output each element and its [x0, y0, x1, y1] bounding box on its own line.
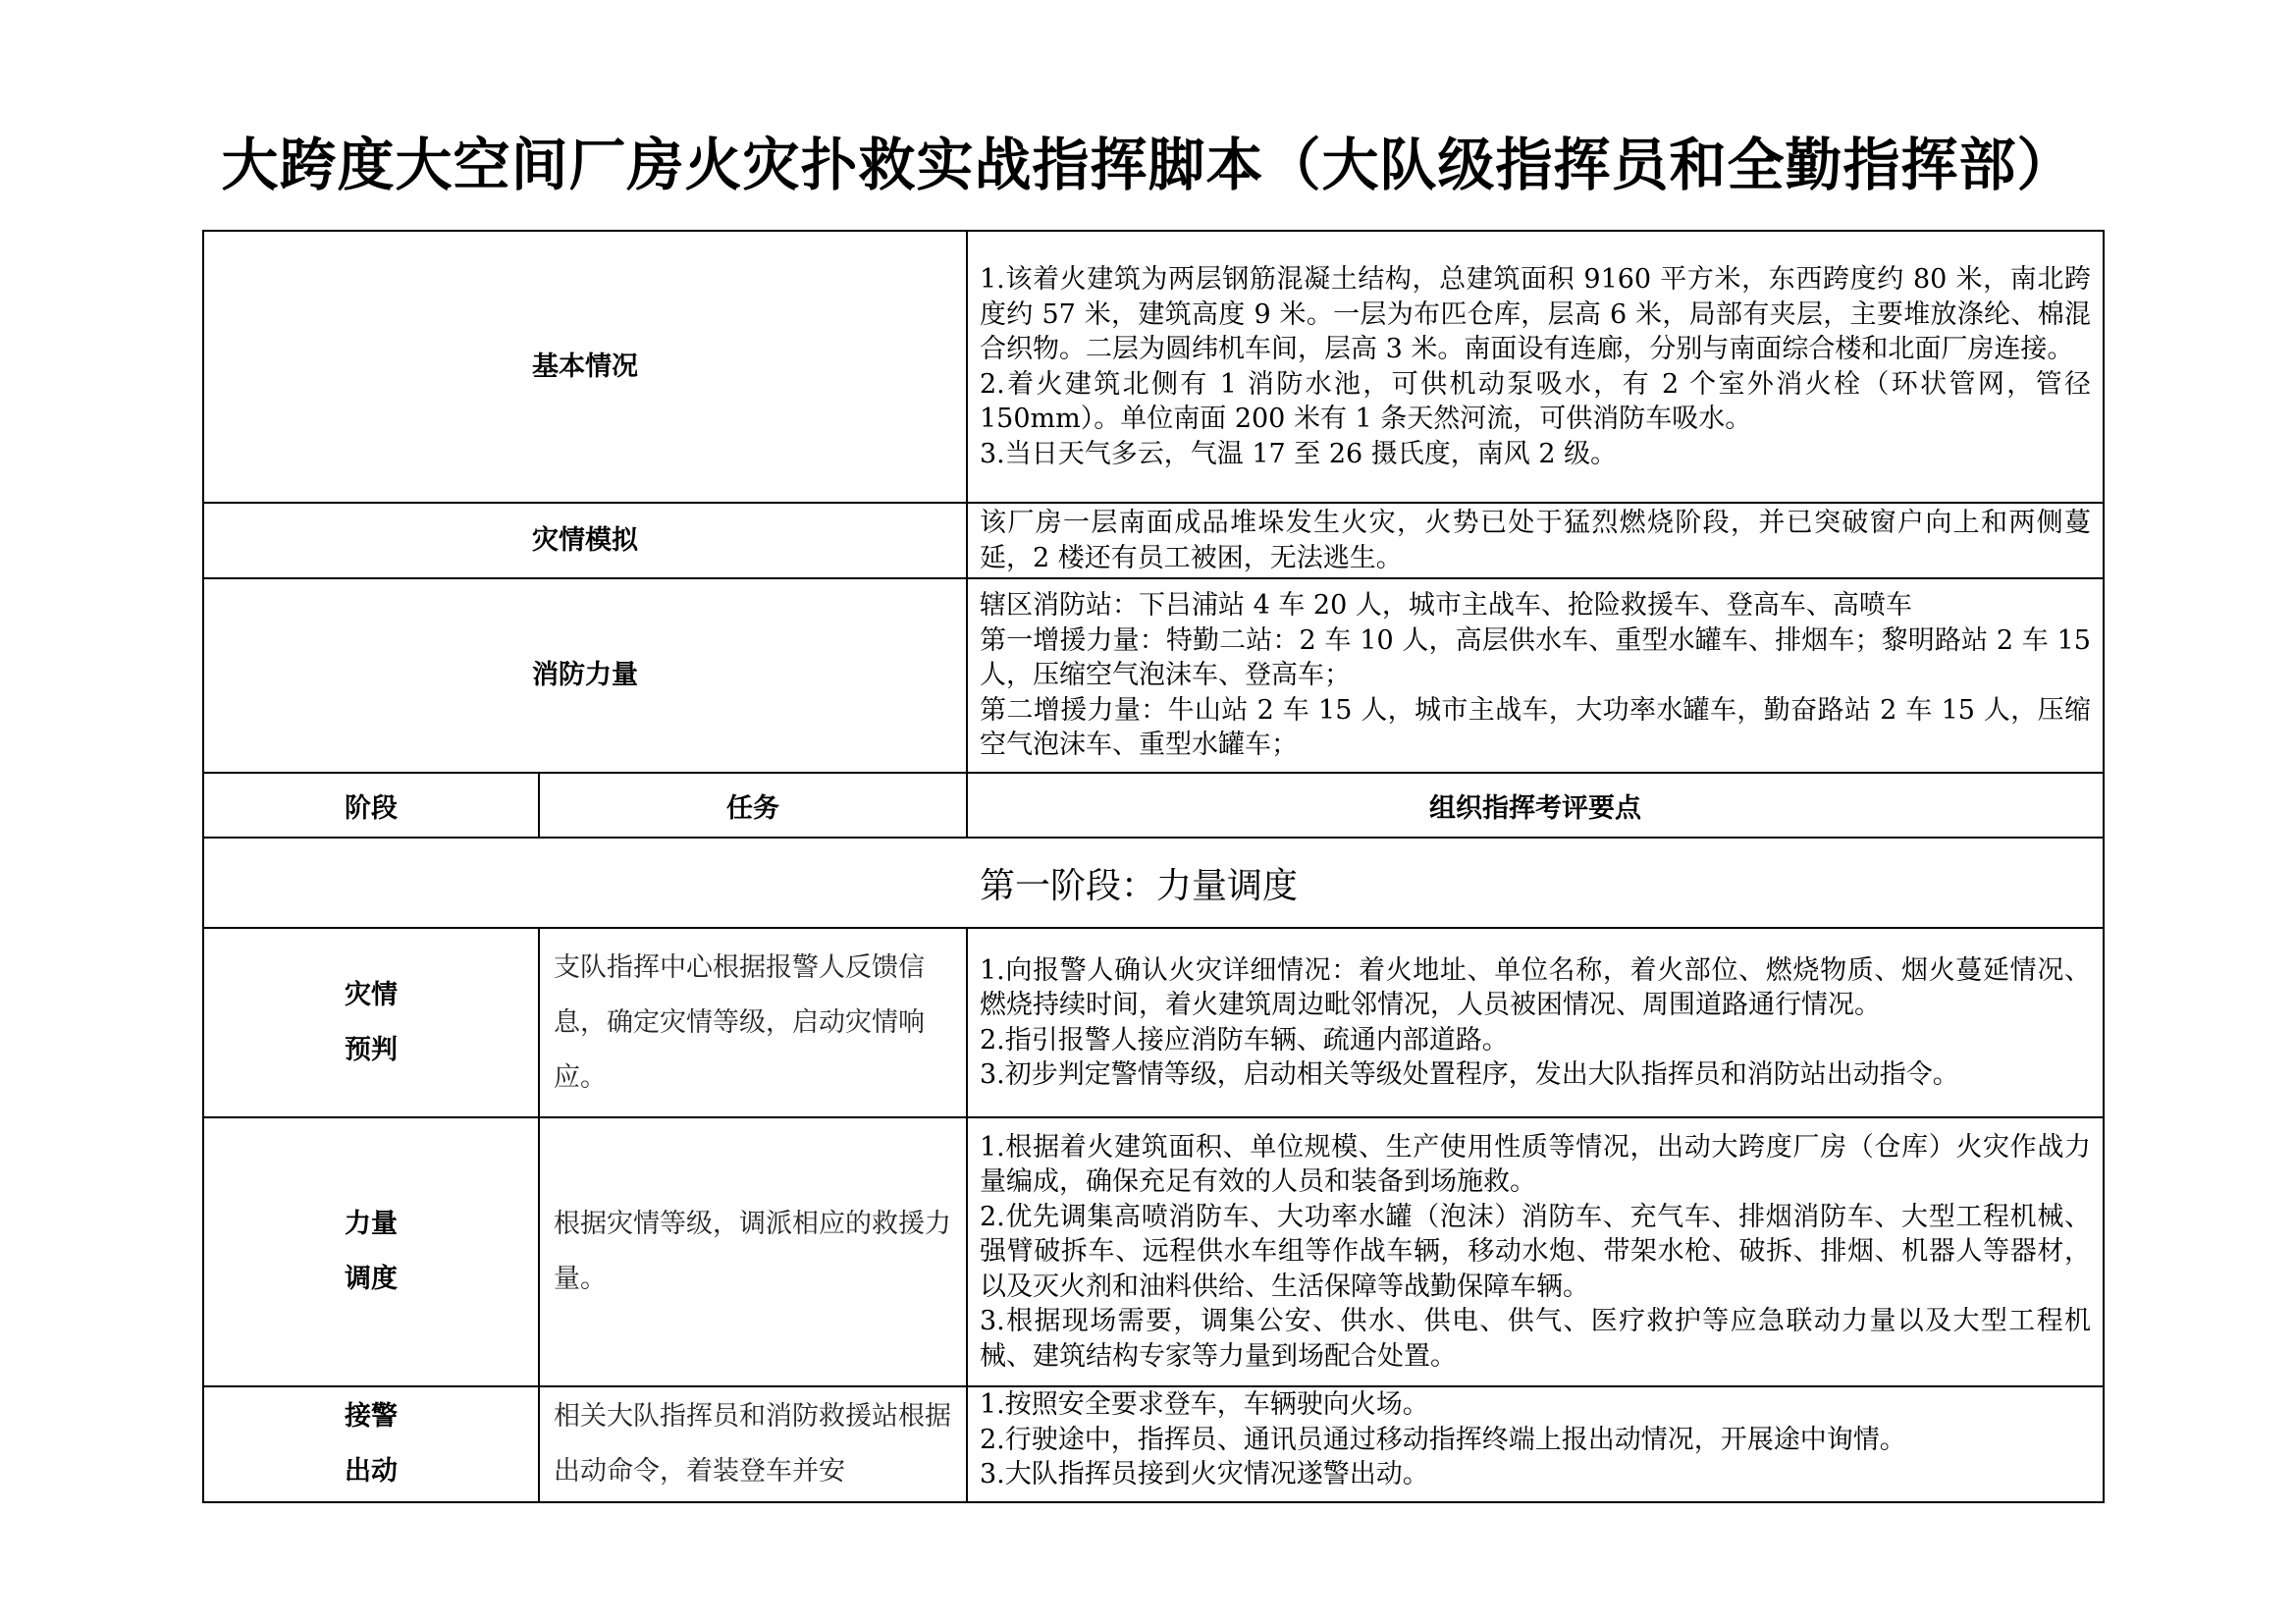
step-row [203, 1386, 2104, 1502]
step-point: 2.指引报警人接应消防车辆、疏通内部道路。 [980, 1024, 1509, 1056]
disaster-sim-row [203, 503, 2104, 578]
step-task: 根据灾情等级，调派相应的救援力量。 [539, 1117, 967, 1386]
step-points [967, 1386, 2104, 1502]
step-name-line: 灾情 [345, 979, 398, 1010]
step-point: 3.初步判定警情等级，启动相关等级处置程序，发出大队指挥员和消防站出动指令。 [980, 1059, 1959, 1090]
step-point: 2.优先调集高喷消防车、大功率水罐（泡沫）消防车、充气车、排烟消防车、大型工程机械、强臂破拆车、远程供水车组等作战车辆，移动水炮、带架水枪、破拆、排烟、机器人等器材，以及灭火剂和油料供给、生活保障等战勤保障车辆。 [980, 1201, 2091, 1302]
step-name-line: 力量 [345, 1209, 398, 1239]
basic-info-line: 2.着火建筑北侧有 1 消防水池，可供机动泵吸水，有 2 个室外消火栓（环状管网，管径 150mm）。单位南面 200 米有 1 条天然河流，可供消防车吸水。 [980, 368, 2091, 434]
command-script-table [202, 230, 2105, 1503]
step-name [203, 928, 539, 1117]
fire-force-content [967, 578, 2104, 773]
step-points [967, 928, 2104, 1117]
step-name-line: 出动 [345, 1456, 398, 1487]
header-stage: 阶段 [203, 773, 539, 838]
step-task: 支队指挥中心根据报警人反馈信息，确定灾情等级，启动灾情响应。 [539, 928, 967, 1117]
step-name-line: 接警 [345, 1401, 398, 1432]
header-task: 任务 [539, 773, 967, 838]
phase-row [203, 838, 2104, 928]
step-row [203, 1117, 2104, 1386]
fire-force-label: 消防力量 [203, 578, 967, 773]
step-point: 3.大队指挥员接到火灾情况遂警出动。 [980, 1459, 1429, 1489]
fire-force-line: 第二增援力量：牛山站 2 车 15 人，城市主战车，大功率水罐车，勤奋路站 2 车 15 人，压缩空气泡沫车、重型水罐车； [980, 694, 2091, 761]
step-name-line: 调度 [345, 1264, 398, 1294]
disaster-sim-line: 该厂房一层南面成品堆垛发生火灾，火势已处于猛烈燃烧阶段，并已突破窗户向上和两侧蔓延，2 楼还有员工被困，无法逃生。 [980, 508, 2091, 573]
basic-info-line: 3.当日天气多云，气温 17 至 26 摄氏度，南风 2 级。 [980, 438, 1618, 469]
fire-force-line: 第一增援力量：特勤二站：2 车 10 人，高层供水车、重型水罐车、排烟车；黎明路站 2 车 15 人，压缩空气泡沫车、登高车； [980, 624, 2091, 691]
fire-force-line: 辖区消防站：下吕浦站 4 车 20 人，城市主战车、抢险救援车、登高车、高喷车 [980, 590, 1912, 622]
step-name [203, 1117, 539, 1386]
basic-info-content [967, 231, 2104, 503]
step-name-line: 预判 [345, 1034, 398, 1065]
step-point: 1.按照安全要求登车，车辆驶向火场。 [980, 1389, 1429, 1420]
disaster-sim-label: 灾情模拟 [203, 503, 967, 578]
step-row [203, 928, 2104, 1117]
phase-title: 第一阶段：力量调度 [203, 838, 2104, 928]
page-title: 大跨度大空间厂房火灾扑救实战指挥脚本（大队级指挥员和全勤指挥部） [221, 132, 2075, 198]
step-point: 1.向报警人确认火灾详细情况：着火地址、单位名称，着火部位、燃烧物质、烟火蔓延情况、燃烧持续时间，着火建筑周边毗邻情况，人员被困情况、周围道路通行情况。 [980, 954, 2091, 1020]
step-point: 3.根据现场需要，调集公安、供水、供电、供气、医疗救护等应急联动力量以及大型工程机械、建筑结构专家等力量到场配合处置。 [980, 1306, 2091, 1372]
step-point: 1.根据着火建筑面积、单位规模、生产使用性质等情况，出动大跨度厂房（仓库）火灾作战力量编成，确保充足有效的人员和装备到场施救。 [980, 1131, 2091, 1198]
step-points [967, 1117, 2104, 1386]
basic-info-row [203, 231, 2104, 503]
step-name [203, 1386, 539, 1502]
fire-force-row [203, 578, 2104, 773]
column-header-row [203, 773, 2104, 838]
basic-info-label: 基本情况 [203, 231, 967, 503]
header-points: 组织指挥考评要点 [967, 773, 2104, 838]
step-task: 相关大队指挥员和消防救援站根据出动命令，着装登车并安 [539, 1386, 967, 1502]
disaster-sim-content [967, 503, 2104, 578]
basic-info-line: 1.该着火建筑为两层钢筋混凝土结构，总建筑面积 9160 平方米，东西跨度约 80 米，南北跨度约 57 米，建筑高度 9 米。一层为布匹仓库，层高 6 米，局部有夹层，主要堆放涤纶、棉混合织物。二层为圆纬机车间，层高 3 米。南面设有连廊，分别与南面综合楼和北面厂房连接。 [980, 264, 2091, 364]
step-point: 2.行驶途中，指挥员、通讯员通过移动指挥终端上报出动情况，开展途中询情。 [980, 1424, 1906, 1455]
